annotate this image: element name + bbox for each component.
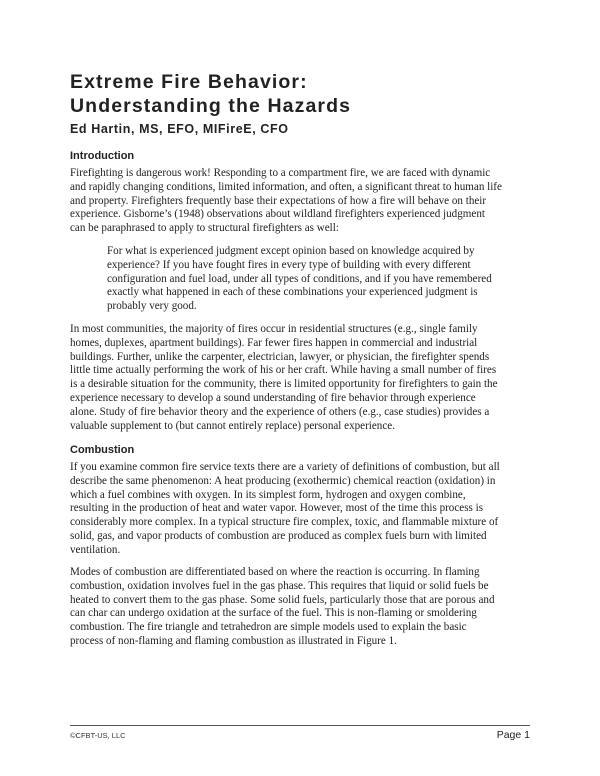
combustion-paragraph-1 — [70, 461, 532, 558]
title-line-2: Understanding the Hazards — [70, 95, 352, 117]
footer-copyright: ©CFBT-US, LLC — [70, 731, 126, 740]
text-line: and rapidly changing conditions, limited information, and often, a significant threat to human life — [70, 180, 502, 193]
intro-paragraph-2 — [70, 323, 532, 433]
heading-introduction: Introduction — [70, 150, 135, 162]
text-line: and property. Firefighters frequently base their expectations of how a fire will behave on their — [70, 194, 487, 207]
heading-combustion: Combustion — [70, 444, 135, 456]
text-line: Modes of combustion are differentiated based on where the reaction is occurring. In flaming — [70, 566, 480, 578]
text-line: can be paraphrased to apply to structural firefighters as well: — [70, 222, 339, 235]
text-line: valuable supplement to (but cannot entirely replace) personal experience. — [70, 419, 395, 432]
text-line: experience necessary to develop a sound understanding of fire behavior through experience — [70, 391, 476, 404]
text-line: little time actually performing the work of his or her craft. While having a small number of fires — [70, 364, 497, 377]
text-line: describe the same phenomenon: A heat producing (exothermic) chemical reaction (oxidation) in — [70, 474, 496, 487]
text-line: For what is experienced judgment except opinion based on knowledge acquired by — [107, 245, 475, 257]
text-line: combustion. The fire triangle and tetrahedron are simple models used to explain the basic — [70, 621, 467, 634]
text-line: combustion, oxidation involves fuel in the gas phase. This requires that liquid or solid fuels be — [70, 579, 489, 592]
text-line: resulting in the production of heat and water vapor. However, most of the time this process is — [70, 502, 484, 515]
intro-paragraph-1 — [70, 167, 532, 236]
text-line: experience. Gisborne’s (1948) observations about wildland firefighters experienced judgment — [70, 208, 485, 221]
block-quote — [107, 245, 532, 314]
text-line: heated to convert them to the gas phase. Some solid fuels, particularly those that are porous and — [70, 593, 495, 606]
text-line: exactly what happened in each of these combinations your experienced judgment is — [107, 286, 478, 299]
text-line: is a desirable situation for the community, there is limited opportunity for firefighters to gain the — [70, 378, 498, 391]
text-line: can char can undergo oxidation at the surface of the fuel. This is non-flaming or smoldering — [70, 607, 477, 620]
combustion-paragraph-2 — [70, 566, 532, 649]
page-number: Page 1 — [496, 729, 530, 741]
text-line: solid, gas, and vapor products of combustion are produced as complex fuels burn with limited — [70, 529, 487, 542]
text-line: In most communities, the majority of fires occur in residential structures (e.g., single family — [70, 323, 478, 335]
text-line: If you examine common fire service texts there are a variety of definitions of combustion, but all — [70, 461, 500, 473]
text-line: Firefighting is dangerous work! Responding to a compartment fire, we are faced with dynamic — [70, 167, 491, 179]
footer-divider — [70, 725, 530, 726]
text-line: homes, duplexes, apartment buildings). Far fewer fires happen in commercial and industrial — [70, 336, 478, 349]
text-line: configuration and fuel load, under all types of conditions, and if you have remembered — [107, 272, 492, 285]
text-line: alone. Study of fire behavior theory and the experience of others (e.g., case studies) provides a — [70, 405, 490, 418]
text-line: ventilation. — [70, 543, 121, 556]
author-byline: Ed Hartin, MS, EFO, MIFireE, CFO — [70, 122, 289, 136]
text-line: which a fuel combines with oxygen. In its simplest form, hydrogen and oxygen combine, — [70, 488, 466, 501]
title-line-1: Extreme Fire Behavior: — [70, 71, 308, 93]
document-title — [70, 70, 351, 118]
text-line: experience? If you have fought fires in every type of building with every different — [107, 258, 471, 271]
text-line: considerably more complex. In a typical structure fire complex, toxic, and flammable mixture of — [70, 516, 499, 529]
text-line: buildings. Further, unlike the carpenter, electrician, lawyer, or physician, the firefighter spends — [70, 350, 490, 363]
text-line: probably very good. — [107, 300, 197, 313]
text-line: process of non-flaming and flaming combustion as illustrated in Figure 1. — [70, 634, 397, 647]
